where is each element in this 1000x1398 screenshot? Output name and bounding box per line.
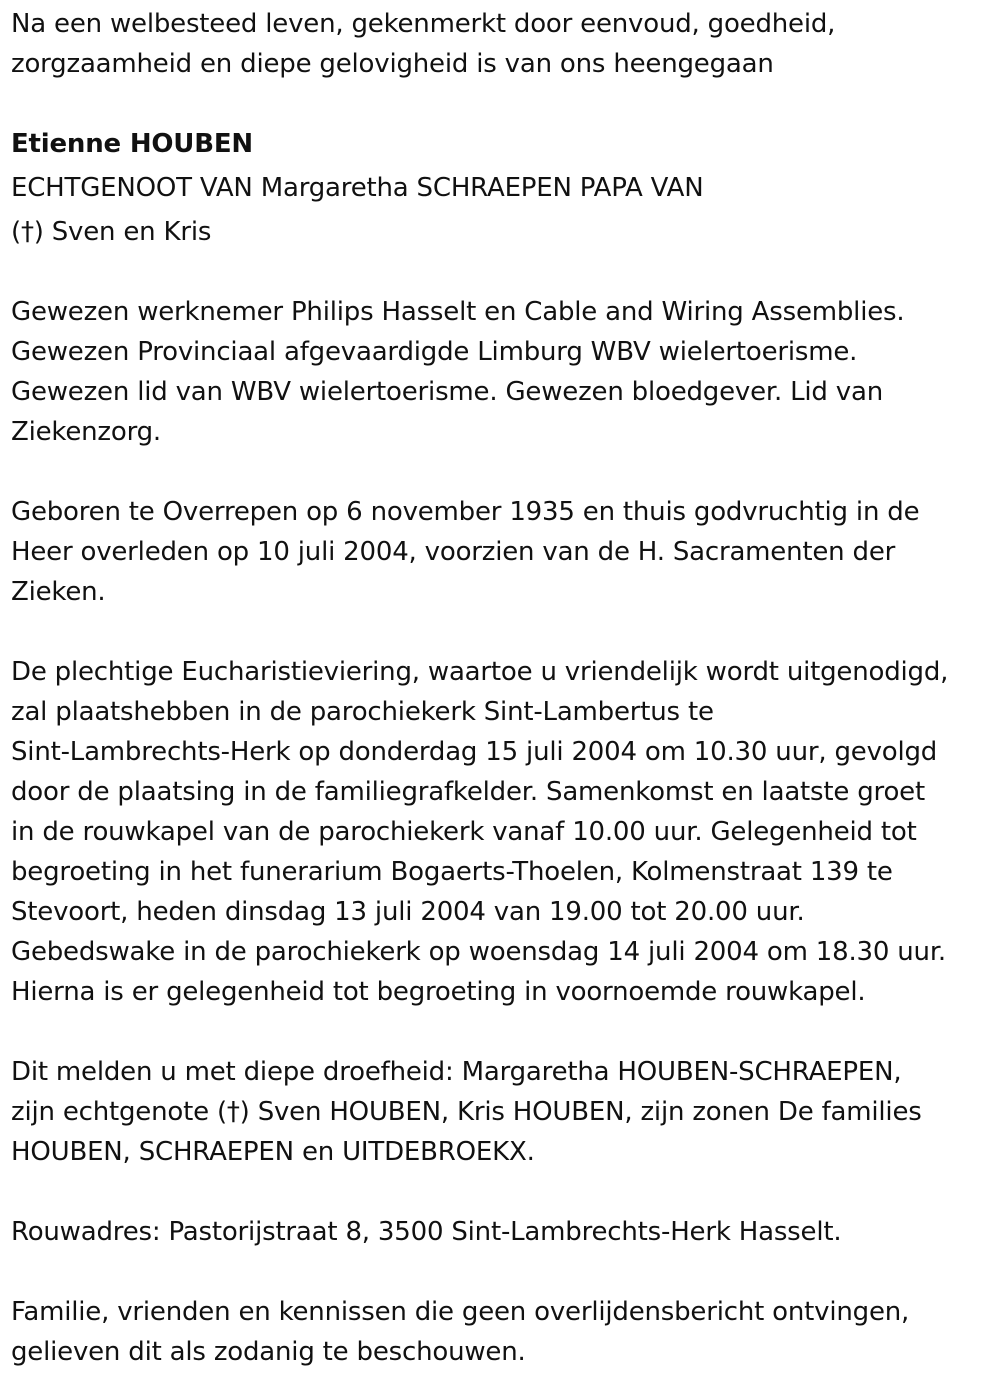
address-line: Rouwadres: Pastorijstraat 8, 3500 Sint-Lambrechts-Herk Hasselt. — [11, 1217, 842, 1247]
career-paragraph: Gewezen werknemer Philips Hasselt en Cable and Wiring Assemblies. Gewezen Provinciaal afgevaardigde Limburg WBV wielertoerisme. Gewezen lid van WBV wielertoerisme. Gewezen bloedgever. Lid van Ziekenzorg. — [11, 297, 905, 447]
intro-paragraph: Na een welbesteed leven, gekenmerkt door eenvoud, goedheid, zorgzaamheid en diepe gelovigheid is van ons heengegaan — [11, 9, 836, 79]
spacer — [11, 1172, 991, 1212]
birth-death-paragraph: Geboren te Overrepen op 6 november 1935 en thuis godvruchtig in de Heer overleden op 10 juli 2004, voorzien van de H. Sacramenten der Zieken. — [11, 497, 920, 607]
announcement-paragraph: Dit melden u met diepe droefheid: Margaretha HOUBEN-SCHRAEPEN, zijn echtgenote (†) Sven HOUBEN, Kris HOUBEN, zijn zonen De families HOUBEN, SCHRAEPEN en UITDEBROEKX. — [11, 1057, 922, 1167]
ceremony-paragraph: De plechtige Eucharistieviering, waartoe u vriendelijk wordt uitgenodigd, zal plaatshebben in de parochiekerk Sint-Lambertus te Sint-Lambrechts-Herk op donderdag 15 juli 2004 om 10.30 uur, gevolgd door de plaatsing in de familiegrafkelder. Samenkomst en laatste groet in de rouwkapel van de parochiekerk vanaf 10.00 uur. Gelegenheid tot begroeting in het funerarium Bogaerts-Thoelen, Kolmenstraat 139 te Stevoort, heden dinsdag 13 juli 2004 van 19.00 tot 20.00 uur. Gebedswake in de parochiekerk op woensdag 14 juli 2004 om 18.30 uur. Hierna is er gelegenheid tot begroeting in voornoemde rouwkapel. — [11, 657, 949, 1007]
spacer — [11, 452, 991, 492]
spacer — [11, 84, 991, 124]
spacer — [11, 1252, 991, 1292]
spacer — [11, 252, 991, 292]
spouse-line: ECHTGENOOT VAN Margaretha SCHRAEPEN PAPA VAN — [11, 173, 704, 203]
children-line: (†) Sven en Kris — [11, 217, 212, 247]
obituary-document — [11, 4, 991, 1372]
spacer — [11, 1012, 991, 1052]
spacer — [11, 612, 991, 652]
deceased-name: Etienne HOUBEN — [11, 129, 253, 159]
closing-paragraph: Familie, vrienden en kennissen die geen overlijdensbericht ontvingen, gelieven dit als zodanig te beschouwen. — [11, 1297, 910, 1367]
